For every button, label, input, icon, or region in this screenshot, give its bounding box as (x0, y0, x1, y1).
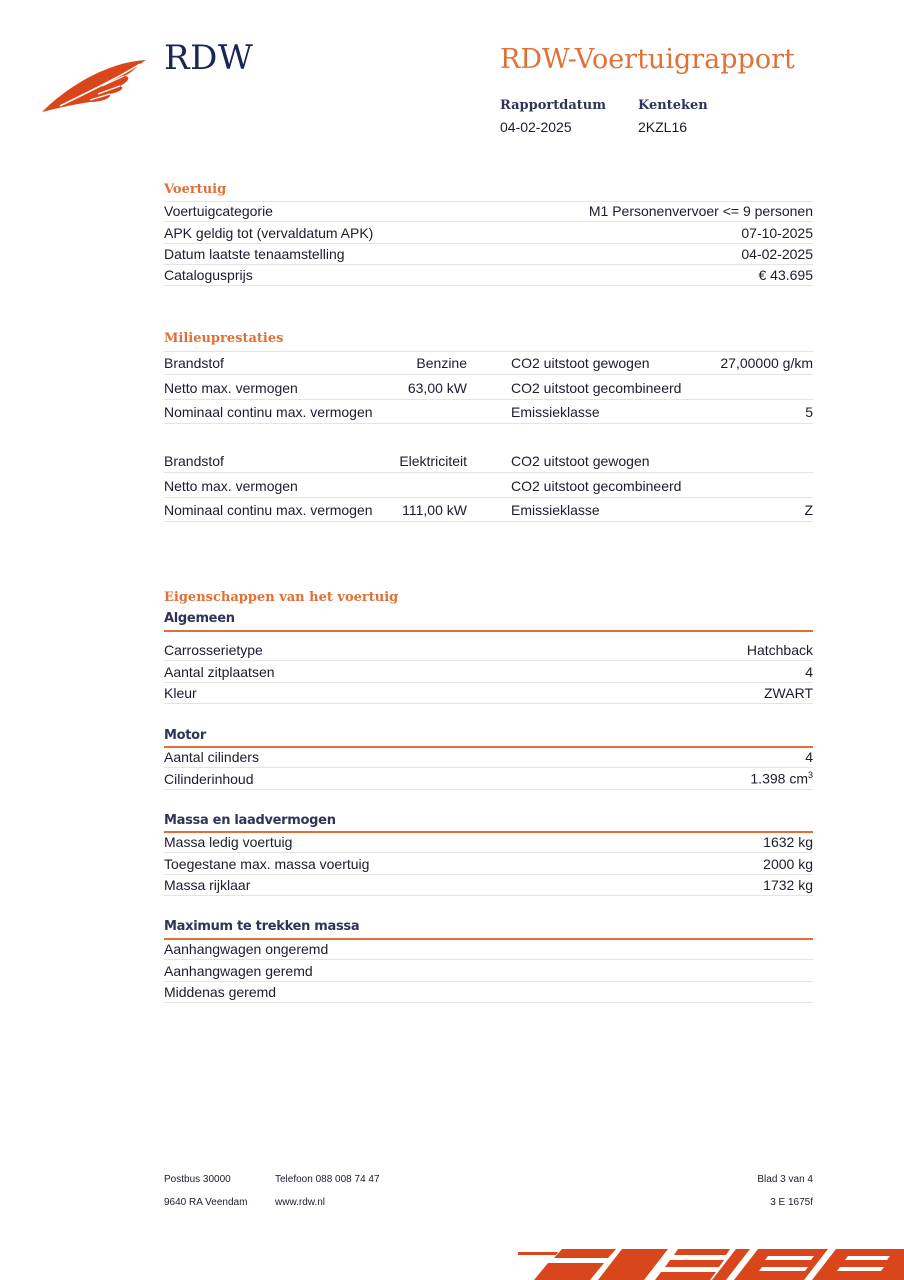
row-label: Brandstof (164, 355, 224, 372)
row-value: 111,00 kW (402, 501, 467, 518)
footer-website: www.rdw.nl (275, 1197, 326, 1208)
table-row (164, 875, 813, 896)
row-label: Brandstof (164, 453, 224, 470)
subsection-title-motor: Motor (164, 728, 206, 743)
row-label: Cilinderinhoud (164, 770, 254, 787)
table-row (164, 201, 813, 222)
footer-doc-code: 3 E 1675f (770, 1197, 813, 1208)
row-value: Elektriciteit (399, 453, 467, 470)
row-label-2: CO2 uitstoot gewogen (511, 355, 650, 372)
section-title-eigenschappen: Eigenschappen van het voertuig (164, 590, 399, 605)
row-label: Nominaal continu max. vermogen (164, 403, 373, 420)
row-value (750, 770, 813, 787)
row-label: Nominaal continu max. vermogen (164, 501, 373, 518)
table-row (164, 832, 813, 853)
footer-page-number: Blad 3 van 4 (757, 1174, 813, 1185)
table-row (164, 640, 813, 661)
row-value: 63,00 kW (407, 379, 467, 396)
row-value-2: 27,00000 g/km (720, 355, 813, 372)
row-label-2: CO2 uitstoot gecombineerd (511, 477, 682, 494)
section-divider (164, 630, 813, 632)
footer-city: 9640 RA Veendam (164, 1197, 248, 1208)
row-value: € 43.695 (758, 267, 813, 284)
row-label: APK geldig tot (vervaldatum APK) (164, 224, 374, 241)
row-value: 4 (805, 749, 813, 766)
table-row (164, 960, 813, 981)
rdw-logo-icon (40, 56, 148, 116)
row-label-2: Emissieklasse (511, 403, 600, 420)
table-row (164, 244, 813, 265)
row-label: Aanhangwagen geremd (164, 962, 313, 979)
table-row (164, 449, 813, 473)
row-label: Netto max. vermogen (164, 379, 298, 396)
motor-table (164, 747, 813, 790)
section-title-voertuig: Voertuig (164, 182, 227, 197)
row-value: Benzine (416, 355, 467, 372)
row-label-2: CO2 uitstoot gecombineerd (511, 379, 682, 396)
table-row (164, 768, 813, 789)
row-label: Datum laatste tenaamstelling (164, 245, 345, 262)
table-row (164, 661, 813, 682)
row-value: 04-02-2025 (741, 245, 813, 262)
massa-table (164, 832, 813, 896)
footer-phone: Telefoon 088 008 74 47 (275, 1174, 380, 1185)
page-title: RDW-Voertuigrapport (500, 44, 795, 75)
table-row (164, 265, 813, 286)
row-label: Middenas geremd (164, 983, 277, 1000)
plate-value: 2KZL16 (638, 119, 688, 135)
report-date-label: Rapportdatum (500, 98, 606, 113)
table-row (164, 683, 813, 704)
row-value: 1732 kg (763, 876, 813, 893)
row-label: Toegestane max. massa voertuig (164, 855, 370, 872)
subsection-title-trekken: Maximum te trekken massa (164, 919, 360, 934)
algemeen-table (164, 640, 813, 704)
row-label-2: Emissieklasse (511, 501, 600, 518)
milieu-table-benzine (164, 351, 813, 424)
table-row (164, 222, 813, 243)
table-row (164, 375, 813, 399)
row-value: 1632 kg (763, 834, 813, 851)
cylinder-volume: 1.398 cm (750, 770, 808, 787)
row-value: Hatchback (746, 642, 813, 659)
milieu-table-elektriciteit (164, 449, 813, 522)
row-value: 4 (805, 663, 813, 680)
row-value: ZWART (764, 684, 813, 701)
plate-label: Kenteken (638, 98, 708, 113)
row-label: Carrosserietype (164, 642, 263, 659)
table-row (164, 982, 813, 1003)
row-value: 2000 kg (763, 855, 813, 872)
unit-superscript: 3 (807, 769, 813, 780)
table-row (164, 939, 813, 960)
row-label: Massa ledig voertuig (164, 834, 293, 851)
table-row (164, 400, 813, 424)
logo-text: RDW (164, 38, 254, 78)
row-label: Aanhangwagen ongeremd (164, 941, 329, 958)
table-row (164, 747, 813, 768)
row-label: Massa rijklaar (164, 876, 251, 893)
decorative-stripes-icon (518, 1243, 904, 1280)
table-row (164, 351, 813, 375)
row-label-2: CO2 uitstoot gewogen (511, 453, 650, 470)
row-value-2: Z (804, 501, 813, 518)
row-value: M1 Personenvervoer <= 9 personen (588, 203, 813, 220)
row-label: Aantal zitplaatsen (164, 663, 275, 680)
table-row (164, 853, 813, 874)
trekken-table (164, 939, 813, 1003)
row-value: 07-10-2025 (741, 224, 813, 241)
subsection-title-algemeen: Algemeen (164, 611, 235, 626)
row-value-2: 5 (805, 403, 813, 420)
footer-postbus: Postbus 30000 (164, 1174, 231, 1185)
row-label: Kleur (164, 684, 197, 701)
row-label: Voertuigcategorie (164, 203, 273, 220)
row-label: Catalogusprijs (164, 267, 253, 284)
row-label: Netto max. vermogen (164, 477, 298, 494)
table-row (164, 473, 813, 497)
voertuig-table (164, 201, 813, 286)
subsection-title-massa: Massa en laadvermogen (164, 813, 336, 828)
section-title-milieu: Milieuprestaties (164, 331, 284, 346)
report-date-value: 04-02-2025 (500, 119, 572, 135)
table-row (164, 498, 813, 522)
row-label: Aantal cilinders (164, 749, 259, 766)
